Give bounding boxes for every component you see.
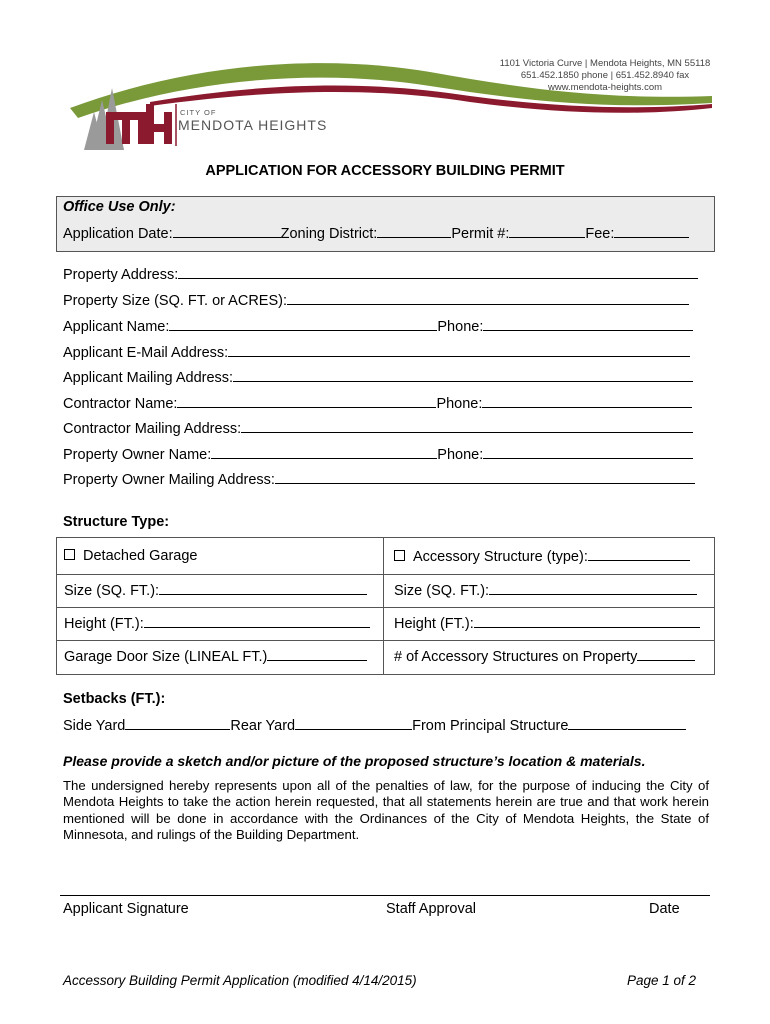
garage-size-field[interactable] <box>159 582 367 595</box>
accessory-height-field[interactable] <box>474 615 700 628</box>
property-size-label: Property Size (SQ. FT. or ACRES): <box>63 293 287 309</box>
owner-phone-label: Phone: <box>437 447 484 463</box>
property-address-label: Property Address: <box>63 267 179 283</box>
property-size-field[interactable] <box>287 292 689 305</box>
application-date-label: Application Date: <box>63 226 173 242</box>
setbacks-heading: Setbacks (FT.): <box>63 691 166 707</box>
setbacks-row <box>63 717 686 734</box>
zoning-district-label: Zoning District: <box>280 226 378 242</box>
garage-height-field[interactable] <box>144 615 370 628</box>
signature-line[interactable] <box>60 895 710 896</box>
applicant-phone-label: Phone: <box>437 319 484 335</box>
logo-city-name: MENDOTA HEIGHTS <box>178 117 328 133</box>
from-principal-field[interactable] <box>568 717 686 730</box>
applicant-email-row <box>63 344 690 361</box>
structure-table <box>56 537 715 675</box>
accessory-size-label: Size (SQ. FT.): <box>394 583 490 599</box>
phone-fax-line: 651.452.1850 phone | 651.452.8940 fax <box>520 70 690 81</box>
detached-garage-option[interactable] <box>64 548 197 564</box>
date-label: Date <box>649 901 680 917</box>
permit-label: Permit #: <box>451 226 510 242</box>
footer-page-number: Page 1 of 2 <box>627 973 697 988</box>
structure-type-heading: Structure Type: <box>63 514 170 530</box>
applicant-signature-label: Applicant Signature <box>63 901 189 917</box>
garage-size-label: Size (SQ. FT.): <box>64 583 160 599</box>
contractor-name-label: Contractor Name: <box>63 396 178 412</box>
side-yard-field[interactable] <box>125 717 230 730</box>
applicant-phone-field[interactable] <box>483 318 693 331</box>
owner-mailing-row <box>63 471 695 488</box>
checkbox-icon[interactable] <box>394 550 405 561</box>
letterhead <box>0 0 770 160</box>
garage-size-row <box>64 582 367 599</box>
accessory-structure-type-field[interactable] <box>588 548 690 561</box>
garage-door-field[interactable] <box>267 648 367 661</box>
accessory-structure-option[interactable] <box>394 548 690 565</box>
sketch-note: Please provide a sketch and/or picture of the proposed structure’s location & materials. <box>63 753 646 769</box>
owner-phone-field[interactable] <box>483 446 693 459</box>
contractor-mailing-label: Contractor Mailing Address: <box>63 421 242 437</box>
checkbox-icon[interactable] <box>64 549 75 560</box>
rear-yard-field[interactable] <box>295 717 412 730</box>
staff-approval-label: Staff Approval <box>386 901 477 917</box>
property-size-row <box>63 292 689 309</box>
num-structures-row <box>394 648 695 665</box>
property-address-row <box>63 266 698 283</box>
footer-form-name: Accessory Building Permit Application (modified 4/14/2015) <box>63 973 417 988</box>
contractor-name-field[interactable] <box>177 395 436 408</box>
page-title: APPLICATION FOR ACCESSORY BUILDING PERMIT <box>205 163 565 179</box>
owner-mailing-field[interactable] <box>275 471 695 484</box>
garage-height-label: Height (FT.): <box>64 616 144 632</box>
permit-field[interactable] <box>509 225 585 238</box>
office-use-heading: Office Use Only: <box>63 199 176 215</box>
logo-city-of: CITY OF <box>180 108 217 117</box>
property-address-field[interactable] <box>178 266 698 279</box>
address-line: 1101 Victoria Curve | Mendota Heights, MN 55118 <box>499 58 711 69</box>
owner-name-label: Property Owner Name: <box>63 447 212 463</box>
num-structures-field[interactable] <box>637 648 695 661</box>
applicant-name-label: Applicant Name: <box>63 319 170 335</box>
owner-name-row <box>63 446 693 463</box>
contractor-mailing-field[interactable] <box>241 420 693 433</box>
applicant-name-field[interactable] <box>169 318 437 331</box>
accessory-height-row <box>394 615 700 632</box>
contractor-phone-field[interactable] <box>482 395 692 408</box>
zoning-district-field[interactable] <box>377 225 451 238</box>
accessory-size-field[interactable] <box>489 582 697 595</box>
from-principal-label: From Principal Structure <box>412 718 569 734</box>
application-date-field[interactable] <box>173 225 281 238</box>
accessory-structure-label: Accessory Structure (type): <box>413 549 588 565</box>
contractor-phone-label: Phone: <box>436 396 483 412</box>
contractor-name-row <box>63 395 692 412</box>
applicant-email-field[interactable] <box>228 344 690 357</box>
owner-name-field[interactable] <box>211 446 437 459</box>
applicant-mailing-field[interactable] <box>233 369 693 382</box>
accessory-size-row <box>394 582 697 599</box>
garage-door-row <box>64 648 367 665</box>
fee-field[interactable] <box>614 225 689 238</box>
fee-label: Fee: <box>585 226 615 242</box>
rear-yard-label: Rear Yard <box>230 718 296 734</box>
applicant-mailing-label: Applicant Mailing Address: <box>63 370 234 386</box>
contractor-mailing-row <box>63 420 693 437</box>
office-use-row <box>63 225 689 242</box>
side-yard-label: Side Yard <box>63 718 126 734</box>
owner-mailing-label: Property Owner Mailing Address: <box>63 472 275 488</box>
declaration-paragraph: The undersigned hereby represents upon all of the penalties of law, for the purpose of inducing the City of Mendota Heights to take the action herein requested, that all statements herein are true and that work herein mentioned will be done in accordance with the Ordinances of the City of Mendota Heights, the State of Minnesota, and rulings of the Building Department. <box>63 778 709 843</box>
applicant-email-label: Applicant E-Mail Address: <box>63 345 229 361</box>
detached-garage-label: Detached Garage <box>83 548 198 564</box>
garage-height-row <box>64 615 370 632</box>
applicant-mailing-row <box>63 369 693 386</box>
accessory-height-label: Height (FT.): <box>394 616 474 632</box>
num-structures-label: # of Accessory Structures on Property <box>394 649 638 665</box>
website-line: www.mendota-heights.com <box>547 82 663 93</box>
applicant-name-row <box>63 318 693 335</box>
garage-door-label: Garage Door Size (LINEAL FT.) <box>64 649 268 665</box>
